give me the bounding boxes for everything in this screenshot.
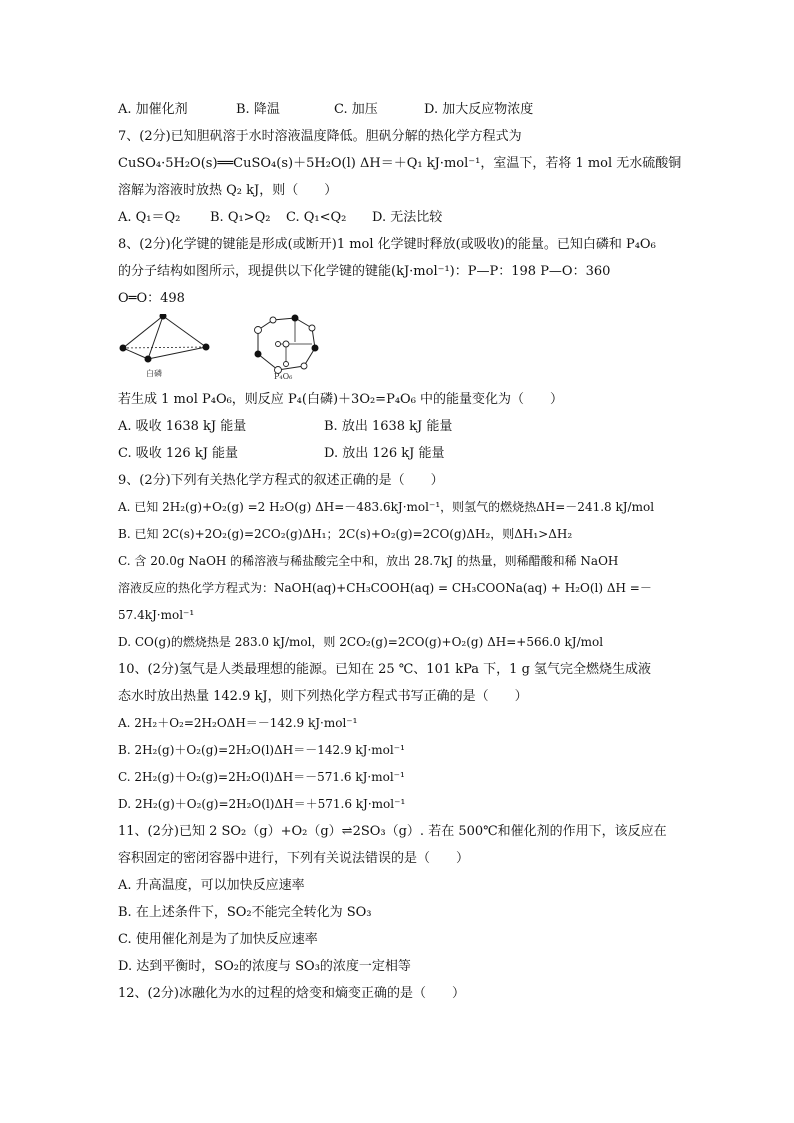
q8-option-d: D. 放出 126 kJ 能量 (324, 446, 445, 461)
q6-option-c: C. 加压 (334, 102, 378, 117)
q10-option-c: C. 2H₂(g)＋O₂(g)=2H₂O(l)ΔH＝－571.6 kJ·mol⁻¹ (118, 770, 405, 784)
q8-options-row-2 (118, 440, 678, 467)
q11-option-a: A. 升高温度，可以加快反应速率 (118, 878, 305, 893)
q11-option-b: B. 在上述条件下，SO₂不能完全转化为 SO₃ (118, 905, 372, 920)
q7-stem-line-1: 7、(2分)已知胆矾溶于水时溶液温度降低。胆矾分解的热化学方程式为 (118, 129, 522, 144)
q7-option-a: A. Q₁＝Q₂ (118, 210, 181, 225)
white-phosphorus-label: 白磷 (146, 369, 162, 378)
q10-stem-line-1: 10、(2分)氢气是人类最理想的能源。已知在 25 ℃、101 kPa 下，1 g 氢气完全燃烧生成液 (118, 662, 652, 677)
q10-option-d: D. 2H₂(g)＋O₂(g)=2H₂O(l)ΔH＝＋571.6 kJ·mol⁻¹ (118, 797, 406, 811)
q11-stem-line-2: 容积固定的密闭容器中进行，下列有关说法错误的是（ ） (118, 851, 470, 866)
q9-option-c-line-1: C. 含 20.0g NaOH 的稀溶液与稀盐酸完全中和，放出 28.7kJ 的热量，则稀醋酸和稀 NaOH (118, 554, 619, 568)
q11-stem-line-1: 11、(2分)已知 2 SO₂（g）+O₂（g）⇌2SO₃（g）. 若在 500℃和催化剂的作用下，该反应在 (118, 824, 667, 839)
q8-stem-line-4: 若生成 1 mol P₄O₆，则反应 P₄(白磷)＋3O₂=P₄O₆ 中的能量变化为（ ） (118, 392, 564, 407)
q9-option-c-line-3: 57.4kJ·mol⁻¹ (118, 608, 195, 622)
q9-option-d: D. CO(g)的燃烧热是 283.0 kJ/mol，则 2CO₂(g)=2CO(g)+O₂(g) ΔH=+566.0 kJ/mol (118, 635, 604, 649)
q8-option-a: A. 吸收 1638 kJ 能量 (118, 419, 247, 434)
exam-page (118, 96, 682, 1007)
q8-stem-line-2: 的分子结构如图所示，现提供以下化学键的键能(kJ·mol⁻¹)：P—P：198 P—O：360 (118, 264, 611, 279)
q7-option-b: B. Q₁>Q₂ (210, 210, 271, 225)
q11-option-c: C. 使用催化剂是为了加快反应速率 (118, 932, 318, 947)
q8-option-b: B. 放出 1638 kJ 能量 (324, 419, 453, 434)
q6-options (118, 96, 678, 123)
molecule-structure-figure (118, 314, 678, 380)
q11-option-d: D. 达到平衡时，SO₂的浓度与 SO₃的浓度一定相等 (118, 959, 411, 974)
p4o6-diagram (255, 315, 319, 374)
q6-option-d: D. 加大反应物浓度 (424, 102, 534, 117)
q6-option-b: B. 降温 (236, 102, 280, 117)
q8-stem-line-1: 8、(2分)化学键的键能是形成(或断开)1 mol 化学键时释放(或吸收)的能量。已知白磷和 P₄O₆ (118, 237, 656, 252)
q8-option-c: C. 吸收 126 kJ 能量 (118, 446, 239, 461)
white-phosphorus-diagram (120, 314, 210, 363)
q10-stem-line-2: 态水时放出热量 142.9 kJ，则下列热化学方程式书写正确的是（ ） (118, 689, 528, 704)
q10-option-a: A. 2H₂＋O₂=2H₂OΔH＝－142.9 kJ·mol⁻¹ (118, 716, 358, 730)
q9-option-b: B. 已知 2C(s)+2O₂(g)=2CO₂(g)ΔH₁；2C(s)+O₂(g)=2CO(g)ΔH₂，则ΔH₁>ΔH₂ (118, 527, 573, 541)
q7-stem-line-3: 溶解为溶液时放热 Q₂ kJ，则（ ） (118, 183, 338, 198)
q9-option-c-line-2: 溶液反应的热化学方程式为：NaOH(aq)+CH₃COOH(aq) = CH₃COONa(aq) + H₂O(l) ΔH =－ (118, 581, 652, 595)
p4o6-label: P₄O₆ (274, 372, 293, 381)
q12-stem: 12、(2分)冰融化为水的过程的焓变和熵变正确的是（ ） (118, 986, 465, 1001)
q8-options-row-1 (118, 413, 678, 440)
q7-options (118, 204, 678, 231)
q9-stem: 9、(2分)下列有关热化学方程式的叙述正确的是（ ） (118, 473, 444, 488)
q7-option-d: D. 无法比较 (372, 210, 443, 225)
q9-option-a: A. 已知 2H₂(g)+O₂(g) =2 H₂O(g) ΔH=－483.6kJ·mol⁻¹，则氢气的燃烧热ΔH=－241.8 kJ/mol (118, 500, 655, 514)
q7-stem-line-2: CuSO₄·5H₂O(s)══CuSO₄(s)＋5H₂O(l) ΔH＝＋Q₁ kJ·mol⁻¹，室温下，若将 1 mol 无水硫酸铜 (118, 156, 682, 171)
q6-option-a: A. 加催化剂 (118, 102, 188, 117)
q7-option-c: C. Q₁<Q₂ (286, 210, 347, 225)
q8-stem-line-3: O═O：498 (118, 291, 185, 306)
q10-option-b: B. 2H₂(g)＋O₂(g)=2H₂O(l)ΔH＝－142.9 kJ·mol⁻¹ (118, 743, 405, 757)
